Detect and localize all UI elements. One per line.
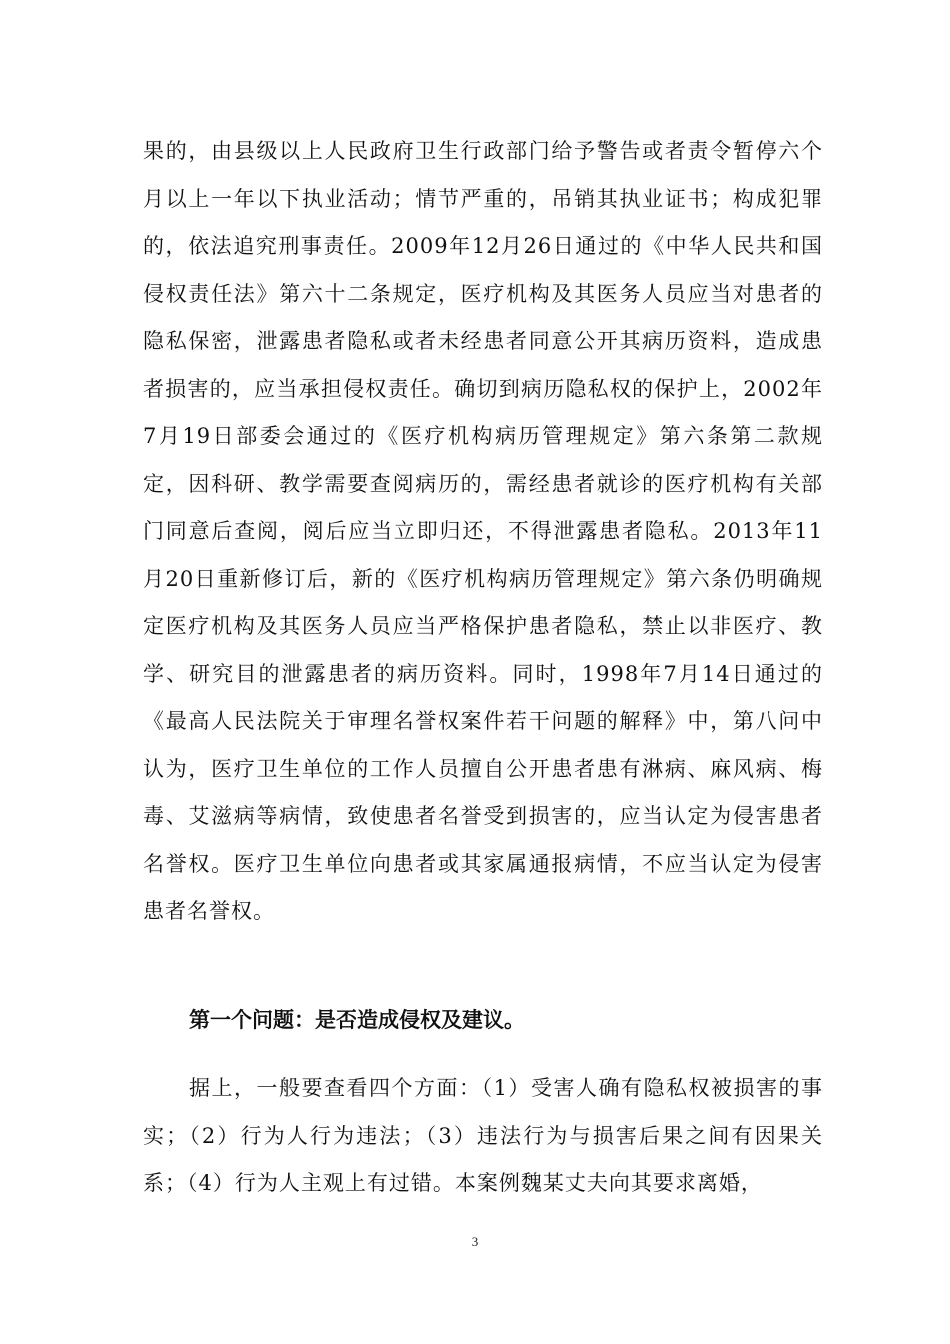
section-heading: 第一个问题：是否造成侵权及建议。 [189, 1008, 525, 1032]
page-number: 3 [471, 1234, 479, 1249]
body-paragraph-1: 果的，由县级以上人民政府卫生行政部门给予警告或者责令暂停六个月以上一年以下执业活动；情节严重的，吊销其执业证书；构成犯罪的，依法追究刑事责任。2009年12月26日通过的《中华人民共和国侵权责任法》第六十二条规定，医疗机构及其医务人员应当对患者的隐私保密，泄露患者隐私或者未经患者同意公开其病历资料，造成患者损害的，应当承担侵权责任。确切到病历隐私权的保护上，2002年7月19日部委会通过的《医疗机构病历管理规定》第六条第二款规定，因科研、教学需要查阅病历的，需经患者就诊的医疗机构有关部门同意后查阅，阅后应当立即归还，不得泄露患者隐私。2013年11月20日重新修订后，新的《医疗机构病历管理规定》第六条仍明确规定医疗机构及其医务人员应当严格保护患者隐私，禁止以非医疗、教学、研究目的泄露患者的病历资料。同时，1998年7月14日通过的《最高人民法院关于审理名誉权案件若干问题的解释》中，第八问中认为，医疗卫生单位的工作人员擅自公开患者患有淋病、麻风病、梅毒、艾滋病等病情，致使患者名誉受到损害的，应当认定为侵害患者名誉权。医疗卫生单位向患者或其家属通报病情，不应当认定为侵害患者名誉权。 [143, 139, 823, 923]
body-paragraph-2: 据上，一般要查看四个方面：（1）受害人确有隐私权被损害的事实；（2）行为人行为违法；（3）违法行为与损害后果之间有因果关系；（4）行为人主观上有过错。本案例魏某丈夫向其要求离婚， [143, 1076, 823, 1195]
